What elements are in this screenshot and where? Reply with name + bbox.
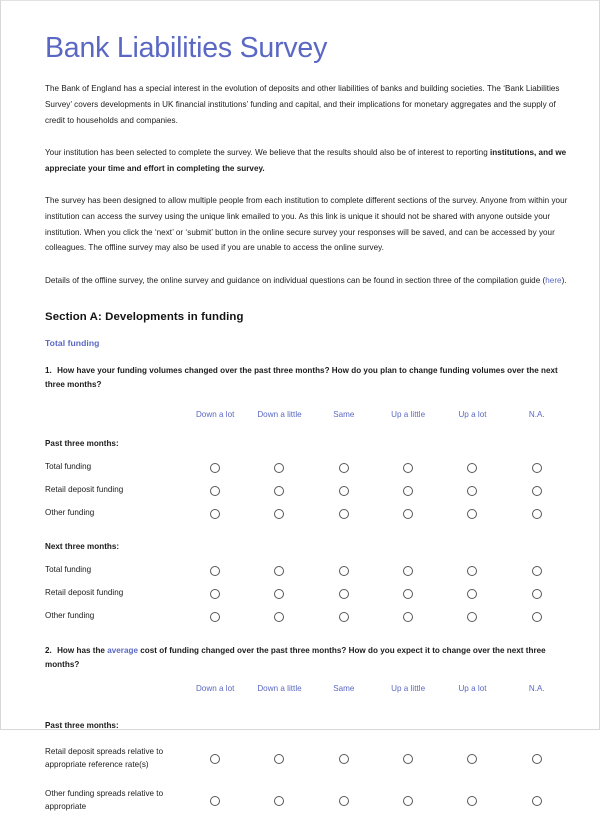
matrix-group-label-row [45, 714, 569, 738]
matrix-row [45, 780, 569, 822]
radio-button-unselected-icon[interactable] [210, 566, 220, 576]
matrix-row-cells [183, 486, 569, 496]
matrix-cell[interactable] [505, 463, 569, 473]
section-heading: Section A: Developments in funding [45, 311, 244, 324]
matrix-row [45, 456, 569, 479]
paragraph-selection [45, 128, 569, 176]
radio-button-unselected-icon[interactable] [467, 796, 477, 806]
radio-button-unselected-icon[interactable] [274, 589, 284, 599]
column-header-down-a-little: Down a little [257, 683, 302, 693]
matrix-group-label: Past three months: [45, 720, 119, 730]
matrix-cell[interactable] [376, 566, 440, 576]
question-text-q2-run-2: cost of funding changed over the past three months? How do you expect it to change over the next three months? [45, 646, 546, 669]
paragraph-intro-run-0: The Bank of England has a special interest in the evolution of deposits and other liabilities of banks and building societies. The ‘Bank Liabilities Survey’ covers developments in UK financial institutions’ funding and capital, and their implications for monetary aggregates and the supply of credit to households and companies. [45, 84, 560, 125]
radio-button-unselected-icon[interactable] [274, 796, 284, 806]
matrix-row [45, 582, 569, 605]
matrix-header-cells [183, 684, 569, 693]
matrix-row-label: Other funding [45, 508, 95, 518]
matrix-row-label: Other funding spreads relative to appropriate [45, 789, 164, 811]
radio-button-unselected-icon[interactable] [274, 509, 284, 519]
matrix-cell[interactable] [312, 796, 376, 806]
response-matrix-q2 [45, 677, 569, 822]
paragraph-design [45, 176, 569, 255]
radio-button-unselected-icon[interactable] [274, 463, 284, 473]
matrix-header-row-q2 [45, 677, 569, 700]
question-number-q1: 1. [45, 366, 55, 376]
matrix-cell[interactable] [376, 754, 440, 764]
matrix-row-label: Retail deposit spreads relative to appropriate reference rate(s) [45, 747, 164, 769]
radio-button-unselected-icon[interactable] [532, 486, 542, 496]
column-header-down-a-little: Down a little [257, 410, 302, 420]
matrix-cell[interactable] [376, 486, 440, 496]
matrix-cell[interactable] [440, 796, 504, 806]
radio-button-unselected-icon[interactable] [532, 796, 542, 806]
question-text-q1-run-0: How have your funding volumes changed over the past three months? How do you plan to change funding volumes over the next three months? [45, 366, 558, 389]
matrix-cell[interactable] [247, 612, 311, 622]
radio-button-unselected-icon[interactable] [274, 612, 284, 622]
matrix-row [45, 605, 569, 628]
radio-button-unselected-icon[interactable] [339, 486, 349, 496]
question-text-q1 [45, 348, 569, 391]
column-header-same: Same [333, 410, 355, 420]
column-header-up-a-lot: Up a lot [458, 410, 487, 420]
column-header-down-a-lot: Down a lot [195, 683, 235, 693]
matrix-cell[interactable] [376, 796, 440, 806]
matrix-row-cells [183, 754, 569, 764]
matrix-row [45, 502, 569, 525]
matrix-row [45, 738, 569, 780]
radio-button-unselected-icon[interactable] [467, 486, 477, 496]
radio-button-unselected-icon[interactable] [210, 486, 220, 496]
matrix-cell[interactable] [505, 566, 569, 576]
radio-button-unselected-icon[interactable] [403, 486, 413, 496]
matrix-cell[interactable] [312, 486, 376, 496]
radio-button-unselected-icon[interactable] [532, 463, 542, 473]
matrix-cell[interactable] [505, 754, 569, 764]
matrix-row [45, 479, 569, 502]
radio-button-unselected-icon[interactable] [210, 754, 220, 764]
matrix-cell[interactable] [247, 509, 311, 519]
column-header-na: N.A. [528, 410, 545, 420]
matrix-group-label: Next three months: [45, 541, 120, 551]
matrix-row-cells [183, 612, 569, 622]
paragraph-details-run-2: ). [561, 275, 567, 285]
matrix-cell[interactable] [440, 612, 504, 622]
radio-button-unselected-icon[interactable] [532, 589, 542, 599]
matrix-cell[interactable] [247, 463, 311, 473]
paragraph-selection-run-1: institutions, and we appreciate your time and effort in completing the survey. [45, 148, 567, 173]
matrix-cell[interactable] [312, 566, 376, 576]
matrix-cell[interactable] [312, 589, 376, 599]
radio-button-unselected-icon[interactable] [274, 486, 284, 496]
matrix-cell[interactable] [183, 566, 247, 576]
matrix-row-label: Total funding [45, 565, 92, 575]
matrix-groups-q1 [45, 432, 569, 628]
radio-button-unselected-icon[interactable] [339, 612, 349, 622]
matrix-cell[interactable] [440, 566, 504, 576]
radio-button-unselected-icon[interactable] [403, 754, 413, 764]
radio-button-unselected-icon[interactable] [532, 754, 542, 764]
question-block-q1 [45, 348, 569, 628]
matrix-cell[interactable] [183, 754, 247, 764]
matrix-cell[interactable] [505, 796, 569, 806]
column-header-same: Same [333, 683, 355, 693]
radio-button-unselected-icon[interactable] [339, 589, 349, 599]
radio-button-unselected-icon[interactable] [467, 754, 477, 764]
radio-button-unselected-icon[interactable] [532, 566, 542, 576]
matrix-row-cells [183, 566, 569, 576]
matrix-cell[interactable] [183, 796, 247, 806]
matrix-row [45, 559, 569, 582]
radio-button-unselected-icon[interactable] [339, 566, 349, 576]
radio-button-unselected-icon[interactable] [532, 509, 542, 519]
radio-button-unselected-icon[interactable] [339, 754, 349, 764]
radio-button-unselected-icon[interactable] [210, 612, 220, 622]
radio-button-unselected-icon[interactable] [467, 566, 477, 576]
matrix-cell[interactable] [505, 612, 569, 622]
matrix-cell[interactable] [505, 589, 569, 599]
matrix-row-cells [183, 796, 569, 806]
radio-button-unselected-icon[interactable] [403, 589, 413, 599]
matrix-row-label: Retail deposit funding [45, 588, 124, 598]
matrix-row-cells [183, 463, 569, 473]
radio-button-unselected-icon[interactable] [339, 463, 349, 473]
matrix-cell[interactable] [376, 612, 440, 622]
matrix-row-cells [183, 589, 569, 599]
matrix-cell[interactable] [183, 486, 247, 496]
radio-button-unselected-icon[interactable] [274, 566, 284, 576]
matrix-cell[interactable] [440, 754, 504, 764]
paragraph-design-run-0: The survey has been designed to allow multiple people from each institution to complete different sections of the survey. Anyone from within your institution can access the survey using the unique link emailed to you. As this link is unique it should not be shared with anyone outside your institution. When you click the ‘next’ or ‘submit’ button in the online secure survey your responses will be saved, and can be accessed by your colleagues. The offline survey may also be used if you are unable to access the online survey. [45, 196, 568, 253]
matrix-cell[interactable] [247, 486, 311, 496]
matrix-cell[interactable] [183, 612, 247, 622]
column-header-down-a-lot: Down a lot [195, 410, 235, 420]
matrix-cell[interactable] [247, 754, 311, 764]
matrix-row-label: Other funding [45, 611, 95, 621]
matrix-cell[interactable] [440, 463, 504, 473]
paragraph-details-run-0: Details of the offline survey, the online survey and guidance on individual questions can be found in section three of the compilation guide ( [45, 275, 546, 285]
column-header-up-a-lot: Up a lot [458, 683, 487, 693]
matrix-cell[interactable] [183, 509, 247, 519]
matrix-cell[interactable] [376, 463, 440, 473]
question-text-q2 [45, 628, 569, 671]
document-content [45, 1, 569, 822]
matrix-groups-q2 [45, 714, 569, 822]
matrix-cell[interactable] [247, 589, 311, 599]
matrix-cell[interactable] [440, 486, 504, 496]
matrix-cell[interactable] [376, 589, 440, 599]
question-text-q2-run-0: How has the [57, 646, 108, 656]
radio-button-unselected-icon[interactable] [210, 589, 220, 599]
radio-button-unselected-icon[interactable] [339, 796, 349, 806]
matrix-cell[interactable] [247, 796, 311, 806]
question-block-q2 [45, 628, 569, 822]
radio-button-unselected-icon[interactable] [467, 589, 477, 599]
matrix-cell[interactable] [312, 754, 376, 764]
radio-button-unselected-icon[interactable] [532, 612, 542, 622]
matrix-cell[interactable] [376, 509, 440, 519]
matrix-group-label-row [45, 535, 569, 559]
matrix-row-cells [183, 509, 569, 519]
column-header-na: N.A. [528, 683, 545, 693]
page-title: Bank Liabilities Survey [45, 32, 328, 64]
paragraph-intro [45, 64, 569, 128]
matrix-cell[interactable] [312, 612, 376, 622]
response-matrix-q1 [45, 403, 569, 628]
question-text-q2-link[interactable]: average [107, 646, 138, 656]
question-number-q2: 2. [45, 646, 55, 656]
radio-button-unselected-icon[interactable] [403, 796, 413, 806]
matrix-row-label: Retail deposit funding [45, 485, 124, 495]
matrix-cell[interactable] [440, 589, 504, 599]
column-header-up-a-little: Up a little [391, 683, 426, 693]
matrix-cell[interactable] [312, 463, 376, 473]
matrix-cell[interactable] [183, 463, 247, 473]
radio-button-unselected-icon[interactable] [210, 463, 220, 473]
radio-button-unselected-icon[interactable] [403, 612, 413, 622]
radio-button-unselected-icon[interactable] [339, 509, 349, 519]
matrix-group-label-row [45, 432, 569, 456]
matrix-cell[interactable] [247, 566, 311, 576]
matrix-cell[interactable] [505, 486, 569, 496]
column-header-up-a-little: Up a little [391, 410, 426, 420]
matrix-cell[interactable] [440, 509, 504, 519]
matrix-group-label: Past three months: [45, 438, 119, 448]
radio-button-unselected-icon[interactable] [403, 463, 413, 473]
matrix-header-row-q1 [45, 403, 569, 426]
matrix-header-cells [183, 410, 569, 419]
radio-button-unselected-icon[interactable] [467, 463, 477, 473]
sub-heading-total-funding: Total funding [45, 338, 100, 349]
matrix-cell[interactable] [183, 589, 247, 599]
radio-button-unselected-icon[interactable] [403, 566, 413, 576]
radio-button-unselected-icon[interactable] [467, 612, 477, 622]
radio-button-unselected-icon[interactable] [403, 509, 413, 519]
radio-button-unselected-icon[interactable] [210, 796, 220, 806]
paragraph-selection-run-0: Your institution has been selected to complete the survey. We believe that the results should also be of interest to reporting [45, 148, 491, 158]
radio-button-unselected-icon[interactable] [210, 509, 220, 519]
matrix-cell[interactable] [505, 509, 569, 519]
radio-button-unselected-icon[interactable] [274, 754, 284, 764]
paragraph-details [45, 256, 569, 289]
matrix-row-label: Total funding [45, 462, 92, 472]
paragraph-details-link[interactable]: here [545, 275, 562, 285]
radio-button-unselected-icon[interactable] [467, 509, 477, 519]
matrix-cell[interactable] [312, 509, 376, 519]
